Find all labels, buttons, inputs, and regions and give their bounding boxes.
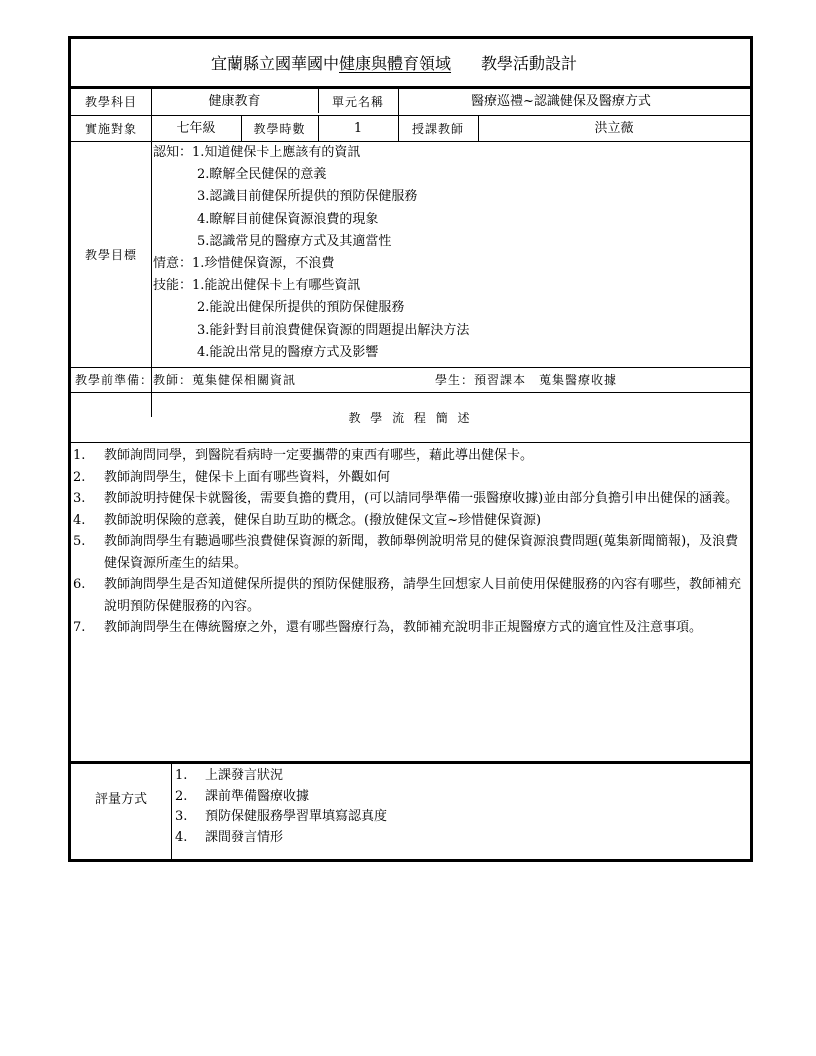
objective-line: 2.能說出健保所提供的預防保健服務 xyxy=(197,300,405,316)
prep-teacher: 教學前準備：教師：蒐集健保相關資訊 xyxy=(75,373,297,387)
target-value: 七年級 xyxy=(176,121,216,136)
flow-item: 7. 教師詢問學生在傳統醫療之外，還有哪些醫療行為，教師補充說明非正規醫療方式的適宜性及注意事項。 xyxy=(73,620,703,635)
flow-heading: 教 學 流 程 簡 述 xyxy=(348,411,473,425)
objective-line: 技能：1.能說出健保卡上有哪些資訊 xyxy=(153,278,361,294)
objective-line: 5.認識常見的醫療方式及其適當性 xyxy=(197,233,392,249)
objective-line: 3.認識目前健保所提供的預防保健服務 xyxy=(197,189,418,205)
objective-line: 2.瞭解全民健保的意義 xyxy=(197,167,327,183)
objective-line: 4.能說出常見的醫療方式及影響 xyxy=(197,344,379,360)
evaluation-label: 評量方式 xyxy=(94,792,147,807)
evaluation-divider xyxy=(71,761,750,764)
objective-line: 4.瞭解目前健保資源浪費的現象 xyxy=(197,211,379,227)
flow-item: 4. 教師說明保險的意義，健保自助互助的概念。(撥放健保文宣~珍惜健保資源) xyxy=(73,512,542,528)
flow-item: 6. 教師詢問學生是否知道健保所提供的預防保健服務，請學生回想家人目前使用保健服務的內容有哪些，教師補充說明預防保健服務的內容。 xyxy=(73,577,742,614)
prep-student: 學生：預習課本 蒐集醫療收據 xyxy=(435,373,618,387)
title-divider xyxy=(71,86,750,89)
title-field: 健康與體育領域 xyxy=(339,54,452,73)
evaluation-item: 4. 課間發言情形 xyxy=(175,829,284,845)
objective-line: 情意：1.珍惜健保資源，不浪費 xyxy=(153,255,335,271)
objectives-label: 教學目標 xyxy=(84,248,137,262)
flow-item: 3. 教師說明持健保卡就醫後，需要負擔的費用，(可以請同學準備一張醫療收據)並由部分負擔引申出健保的涵義。 xyxy=(73,491,739,506)
document-title xyxy=(211,49,577,79)
teacher-value: 洪立薇 xyxy=(594,121,634,136)
objective-line: 認知：1.知道健保卡上應該有的資訊 xyxy=(153,145,361,160)
flow-item: 5. 教師詢問學生有聽過哪些浪費健保資源的新聞，教師舉例說明常見的健保資源浪費問題(蒐集新聞簡報)，及浪費健保資源所產生的結果。 xyxy=(73,534,739,571)
hours-label: 教學時數 xyxy=(253,122,306,136)
unit-label: 單元名稱 xyxy=(331,95,384,109)
objective-line: 3.能針對目前浪費健保資源的問題提出解決方法 xyxy=(197,322,470,338)
evaluation-item: 3. 預防保健服務學習單填寫認真度 xyxy=(175,809,388,824)
title-school: 宜蘭縣立國華國中 xyxy=(211,54,340,73)
flow-list xyxy=(71,445,745,639)
evaluation-item: 2. 課前準備醫療收據 xyxy=(175,788,310,804)
flow-item: 1. 教師詢問同學，到醫院看病時一定要攜帶的東西有哪些，藉此導出健保卡。 xyxy=(73,448,534,463)
teacher-label: 授課教師 xyxy=(411,122,464,136)
evaluation-list xyxy=(173,766,387,848)
unit-value: 醫療巡禮~認識健保及醫療方式 xyxy=(471,94,651,109)
lesson-plan-document xyxy=(68,36,753,862)
objectives-list xyxy=(153,142,469,364)
subject-value: 健康教育 xyxy=(208,94,261,109)
subject-label: 教學科目 xyxy=(84,95,137,109)
flow-item: 2. 教師詢問學生，健保卡上面有哪些資料，外觀如何 xyxy=(73,469,391,485)
title-suffix: 教學活動設計 xyxy=(481,54,578,73)
evaluation-item: 1. 上課發言狀況 xyxy=(175,768,284,783)
target-label: 實施對象 xyxy=(84,122,137,136)
hours-value: 1 xyxy=(353,121,363,136)
